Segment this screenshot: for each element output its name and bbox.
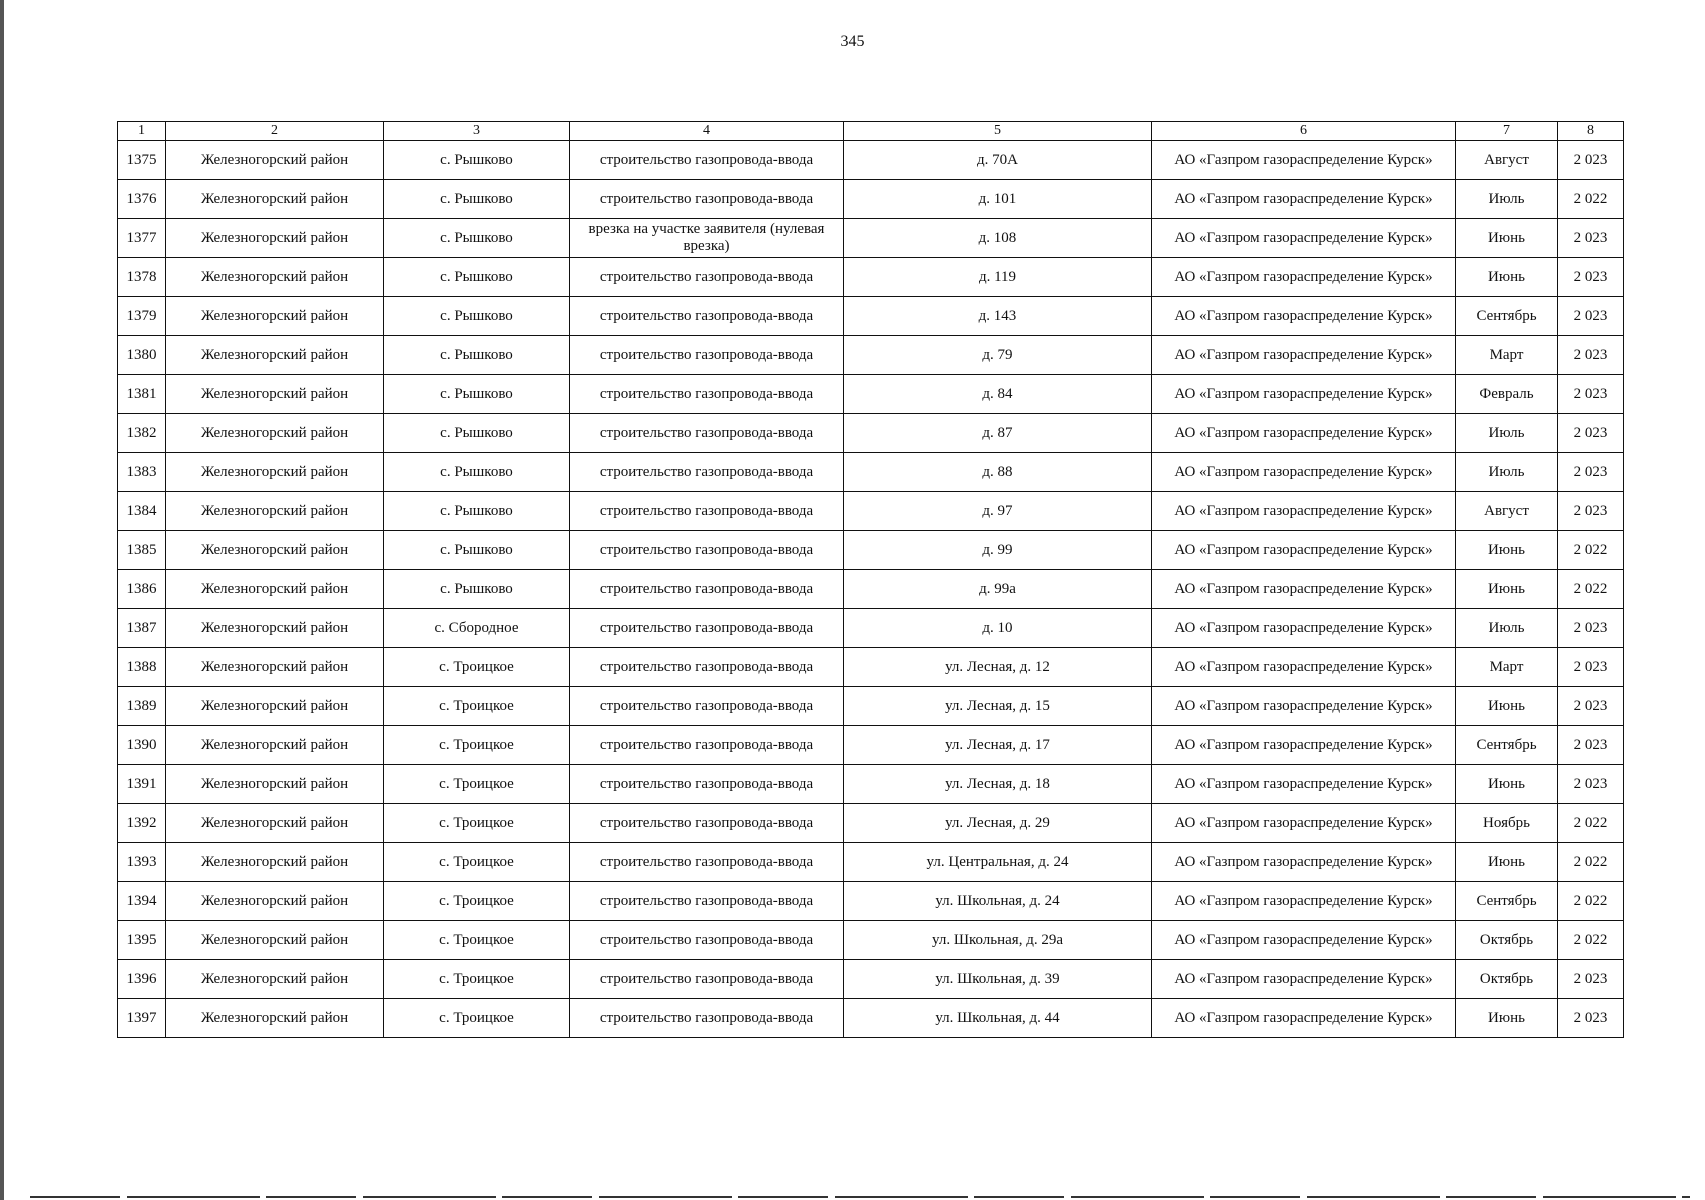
work-type-cell: строительство газопровода-ввода [570, 258, 844, 297]
table-row [118, 648, 1624, 687]
month-cell: Июнь [1456, 999, 1558, 1038]
settlement-cell: с. Рышково [384, 414, 570, 453]
month-cell: Июль [1456, 180, 1558, 219]
work-type-cell: строительство газопровода-ввода [570, 297, 844, 336]
organization-cell: АО «Газпром газораспределение Курск» [1152, 999, 1456, 1038]
column-header: 5 [844, 122, 1152, 141]
settlement-cell: с. Рышково [384, 258, 570, 297]
work-type-cell: строительство газопровода-ввода [570, 492, 844, 531]
address-cell: д. 88 [844, 453, 1152, 492]
row-number: 1390 [118, 726, 166, 765]
settlement-cell: с. Троицкое [384, 882, 570, 921]
year-cell: 2 023 [1558, 375, 1624, 414]
work-type-cell: строительство газопровода-ввода [570, 960, 844, 999]
month-cell: Июнь [1456, 570, 1558, 609]
month-cell: Март [1456, 648, 1558, 687]
month-cell: Сентябрь [1456, 882, 1558, 921]
month-cell: Июль [1456, 414, 1558, 453]
settlement-cell: с. Рышково [384, 336, 570, 375]
organization-cell: АО «Газпром газораспределение Курск» [1152, 960, 1456, 999]
table-row [118, 609, 1624, 648]
year-cell: 2 022 [1558, 180, 1624, 219]
year-cell: 2 023 [1558, 999, 1624, 1038]
table-row [118, 531, 1624, 570]
row-number: 1383 [118, 453, 166, 492]
organization-cell: АО «Газпром газораспределение Курск» [1152, 921, 1456, 960]
address-cell: д. 87 [844, 414, 1152, 453]
year-cell: 2 022 [1558, 843, 1624, 882]
table-row [118, 336, 1624, 375]
year-cell: 2 022 [1558, 921, 1624, 960]
table-row [118, 804, 1624, 843]
table-row [118, 297, 1624, 336]
bottom-scan-line [30, 1196, 1690, 1198]
settlement-cell: с. Троицкое [384, 960, 570, 999]
table-row [118, 960, 1624, 999]
table-row [118, 453, 1624, 492]
month-cell: Июнь [1456, 843, 1558, 882]
month-cell: Февраль [1456, 375, 1558, 414]
organization-cell: АО «Газпром газораспределение Курск» [1152, 609, 1456, 648]
work-type-cell: строительство газопровода-ввода [570, 648, 844, 687]
row-number: 1389 [118, 687, 166, 726]
year-cell: 2 022 [1558, 570, 1624, 609]
district-cell: Железногорский район [166, 843, 384, 882]
district-cell: Железногорский район [166, 531, 384, 570]
organization-cell: АО «Газпром газораспределение Курск» [1152, 375, 1456, 414]
row-number: 1397 [118, 999, 166, 1038]
row-number: 1375 [118, 141, 166, 180]
month-cell: Июнь [1456, 765, 1558, 804]
month-cell: Сентябрь [1456, 726, 1558, 765]
column-header: 8 [1558, 122, 1624, 141]
month-cell: Март [1456, 336, 1558, 375]
year-cell: 2 023 [1558, 414, 1624, 453]
address-cell: д. 84 [844, 375, 1152, 414]
district-cell: Железногорский район [166, 141, 384, 180]
row-number: 1379 [118, 297, 166, 336]
district-cell: Железногорский район [166, 960, 384, 999]
row-number: 1396 [118, 960, 166, 999]
work-type-cell: строительство газопровода-ввода [570, 726, 844, 765]
settlement-cell: с. Рышково [384, 492, 570, 531]
row-number: 1386 [118, 570, 166, 609]
column-header: 6 [1152, 122, 1456, 141]
column-header: 1 [118, 122, 166, 141]
district-cell: Железногорский район [166, 921, 384, 960]
row-number: 1377 [118, 219, 166, 258]
month-cell: Июнь [1456, 219, 1558, 258]
month-cell: Сентябрь [1456, 297, 1558, 336]
district-cell: Железногорский район [166, 219, 384, 258]
district-cell: Железногорский район [166, 726, 384, 765]
year-cell: 2 022 [1558, 531, 1624, 570]
table-row [118, 687, 1624, 726]
address-cell: д. 143 [844, 297, 1152, 336]
header-row [118, 122, 1624, 141]
page-number: 345 [840, 33, 865, 50]
address-cell: д. 70А [844, 141, 1152, 180]
year-cell: 2 023 [1558, 336, 1624, 375]
table-row [118, 882, 1624, 921]
work-type-cell: строительство газопровода-ввода [570, 375, 844, 414]
address-cell: д. 101 [844, 180, 1152, 219]
settlement-cell: с. Троицкое [384, 999, 570, 1038]
year-cell: 2 023 [1558, 453, 1624, 492]
address-cell: ул. Лесная, д. 17 [844, 726, 1152, 765]
district-cell: Железногорский район [166, 999, 384, 1038]
district-cell: Железногорский район [166, 765, 384, 804]
work-type-cell: строительство газопровода-ввода [570, 804, 844, 843]
work-type-cell: строительство газопровода-ввода [570, 882, 844, 921]
year-cell: 2 023 [1558, 609, 1624, 648]
year-cell: 2 023 [1558, 297, 1624, 336]
organization-cell: АО «Газпром газораспределение Курск» [1152, 297, 1456, 336]
table-row [118, 219, 1624, 258]
row-number: 1385 [118, 531, 166, 570]
work-type-cell: строительство газопровода-ввода [570, 414, 844, 453]
year-cell: 2 023 [1558, 726, 1624, 765]
district-cell: Железногорский район [166, 336, 384, 375]
district-cell: Железногорский район [166, 804, 384, 843]
district-cell: Железногорский район [166, 297, 384, 336]
month-cell: Июль [1456, 453, 1558, 492]
organization-cell: АО «Газпром газораспределение Курск» [1152, 804, 1456, 843]
address-cell: д. 99а [844, 570, 1152, 609]
settlement-cell: с. Рышково [384, 375, 570, 414]
row-number: 1394 [118, 882, 166, 921]
district-cell: Железногорский район [166, 375, 384, 414]
address-cell: д. 97 [844, 492, 1152, 531]
work-type-cell: строительство газопровода-ввода [570, 336, 844, 375]
address-cell: д. 10 [844, 609, 1152, 648]
work-type-cell: строительство газопровода-ввода [570, 687, 844, 726]
settlement-cell: с. Рышково [384, 453, 570, 492]
table-row [118, 141, 1624, 180]
work-type-cell: строительство газопровода-ввода [570, 453, 844, 492]
work-type-cell: строительство газопровода-ввода [570, 180, 844, 219]
year-cell: 2 022 [1558, 804, 1624, 843]
address-cell: ул. Школьная, д. 29а [844, 921, 1152, 960]
district-cell: Железногорский район [166, 882, 384, 921]
month-cell: Октябрь [1456, 921, 1558, 960]
month-cell: Ноябрь [1456, 804, 1558, 843]
work-type-cell: врезка на участке заявителя (нулевая врезка) [570, 219, 844, 258]
month-cell: Июнь [1456, 687, 1558, 726]
table-row [118, 570, 1624, 609]
settlement-cell: с. Рышково [384, 570, 570, 609]
row-number: 1376 [118, 180, 166, 219]
address-cell: ул. Центральная, д. 24 [844, 843, 1152, 882]
settlement-cell: с. Рышково [384, 141, 570, 180]
year-cell: 2 023 [1558, 648, 1624, 687]
row-number: 1384 [118, 492, 166, 531]
work-type-cell: строительство газопровода-ввода [570, 765, 844, 804]
scan-edge [0, 0, 4, 1200]
work-type-cell: строительство газопровода-ввода [570, 999, 844, 1038]
data-table [117, 121, 1624, 1038]
table-row [118, 414, 1624, 453]
column-header: 4 [570, 122, 844, 141]
address-cell: ул. Школьная, д. 39 [844, 960, 1152, 999]
district-cell: Железногорский район [166, 453, 384, 492]
work-type-cell: строительство газопровода-ввода [570, 531, 844, 570]
year-cell: 2 023 [1558, 492, 1624, 531]
month-cell: Июнь [1456, 531, 1558, 570]
row-number: 1378 [118, 258, 166, 297]
row-number: 1382 [118, 414, 166, 453]
organization-cell: АО «Газпром газораспределение Курск» [1152, 492, 1456, 531]
work-type-cell: строительство газопровода-ввода [570, 921, 844, 960]
column-header: 7 [1456, 122, 1558, 141]
settlement-cell: с. Троицкое [384, 648, 570, 687]
organization-cell: АО «Газпром газораспределение Курск» [1152, 453, 1456, 492]
address-cell: ул. Лесная, д. 15 [844, 687, 1152, 726]
organization-cell: АО «Газпром газораспределение Курск» [1152, 765, 1456, 804]
settlement-cell: с. Рышково [384, 297, 570, 336]
district-cell: Железногорский район [166, 570, 384, 609]
organization-cell: АО «Газпром газораспределение Курск» [1152, 882, 1456, 921]
address-cell: д. 79 [844, 336, 1152, 375]
address-cell: ул. Школьная, д. 24 [844, 882, 1152, 921]
row-number: 1381 [118, 375, 166, 414]
year-cell: 2 022 [1558, 882, 1624, 921]
district-cell: Железногорский район [166, 414, 384, 453]
row-number: 1387 [118, 609, 166, 648]
year-cell: 2 023 [1558, 960, 1624, 999]
row-number: 1393 [118, 843, 166, 882]
organization-cell: АО «Газпром газораспределение Курск» [1152, 726, 1456, 765]
organization-cell: АО «Газпром газораспределение Курск» [1152, 180, 1456, 219]
table-row [118, 999, 1624, 1038]
work-type-cell: строительство газопровода-ввода [570, 609, 844, 648]
district-cell: Железногорский район [166, 609, 384, 648]
settlement-cell: с. Троицкое [384, 921, 570, 960]
table-row [118, 492, 1624, 531]
settlement-cell: с. Рышково [384, 180, 570, 219]
year-cell: 2 023 [1558, 765, 1624, 804]
month-cell: Июнь [1456, 258, 1558, 297]
address-cell: ул. Лесная, д. 29 [844, 804, 1152, 843]
row-number: 1388 [118, 648, 166, 687]
month-cell: Август [1456, 141, 1558, 180]
district-cell: Железногорский район [166, 648, 384, 687]
address-cell: д. 99 [844, 531, 1152, 570]
row-number: 1391 [118, 765, 166, 804]
district-cell: Железногорский район [166, 492, 384, 531]
table-row [118, 843, 1624, 882]
address-cell: д. 108 [844, 219, 1152, 258]
organization-cell: АО «Газпром газораспределение Курск» [1152, 336, 1456, 375]
address-cell: ул. Лесная, д. 18 [844, 765, 1152, 804]
settlement-cell: с. Сбородное [384, 609, 570, 648]
organization-cell: АО «Газпром газораспределение Курск» [1152, 570, 1456, 609]
settlement-cell: с. Троицкое [384, 843, 570, 882]
year-cell: 2 023 [1558, 219, 1624, 258]
work-type-cell: строительство газопровода-ввода [570, 570, 844, 609]
table-row [118, 375, 1624, 414]
settlement-cell: с. Троицкое [384, 726, 570, 765]
district-cell: Железногорский район [166, 687, 384, 726]
year-cell: 2 023 [1558, 258, 1624, 297]
organization-cell: АО «Газпром газораспределение Курск» [1152, 843, 1456, 882]
district-cell: Железногорский район [166, 258, 384, 297]
table-row [118, 921, 1624, 960]
row-number: 1395 [118, 921, 166, 960]
table-row [118, 765, 1624, 804]
organization-cell: АО «Газпром газораспределение Курск» [1152, 687, 1456, 726]
row-number: 1380 [118, 336, 166, 375]
settlement-cell: с. Рышково [384, 219, 570, 258]
district-cell: Железногорский район [166, 180, 384, 219]
settlement-cell: с. Рышково [384, 531, 570, 570]
work-type-cell: строительство газопровода-ввода [570, 843, 844, 882]
table-row [118, 726, 1624, 765]
table-row [118, 258, 1624, 297]
organization-cell: АО «Газпром газораспределение Курск» [1152, 531, 1456, 570]
month-cell: Июль [1456, 609, 1558, 648]
year-cell: 2 023 [1558, 141, 1624, 180]
table-row [118, 180, 1624, 219]
column-header: 2 [166, 122, 384, 141]
settlement-cell: с. Троицкое [384, 687, 570, 726]
settlement-cell: с. Троицкое [384, 804, 570, 843]
column-header: 3 [384, 122, 570, 141]
organization-cell: АО «Газпром газораспределение Курск» [1152, 258, 1456, 297]
year-cell: 2 023 [1558, 687, 1624, 726]
organization-cell: АО «Газпром газораспределение Курск» [1152, 414, 1456, 453]
address-cell: д. 119 [844, 258, 1152, 297]
organization-cell: АО «Газпром газораспределение Курск» [1152, 219, 1456, 258]
month-cell: Август [1456, 492, 1558, 531]
organization-cell: АО «Газпром газораспределение Курск» [1152, 141, 1456, 180]
work-type-cell: строительство газопровода-ввода [570, 141, 844, 180]
settlement-cell: с. Троицкое [384, 765, 570, 804]
organization-cell: АО «Газпром газораспределение Курск» [1152, 648, 1456, 687]
address-cell: ул. Лесная, д. 12 [844, 648, 1152, 687]
row-number: 1392 [118, 804, 166, 843]
month-cell: Октябрь [1456, 960, 1558, 999]
address-cell: ул. Школьная, д. 44 [844, 999, 1152, 1038]
